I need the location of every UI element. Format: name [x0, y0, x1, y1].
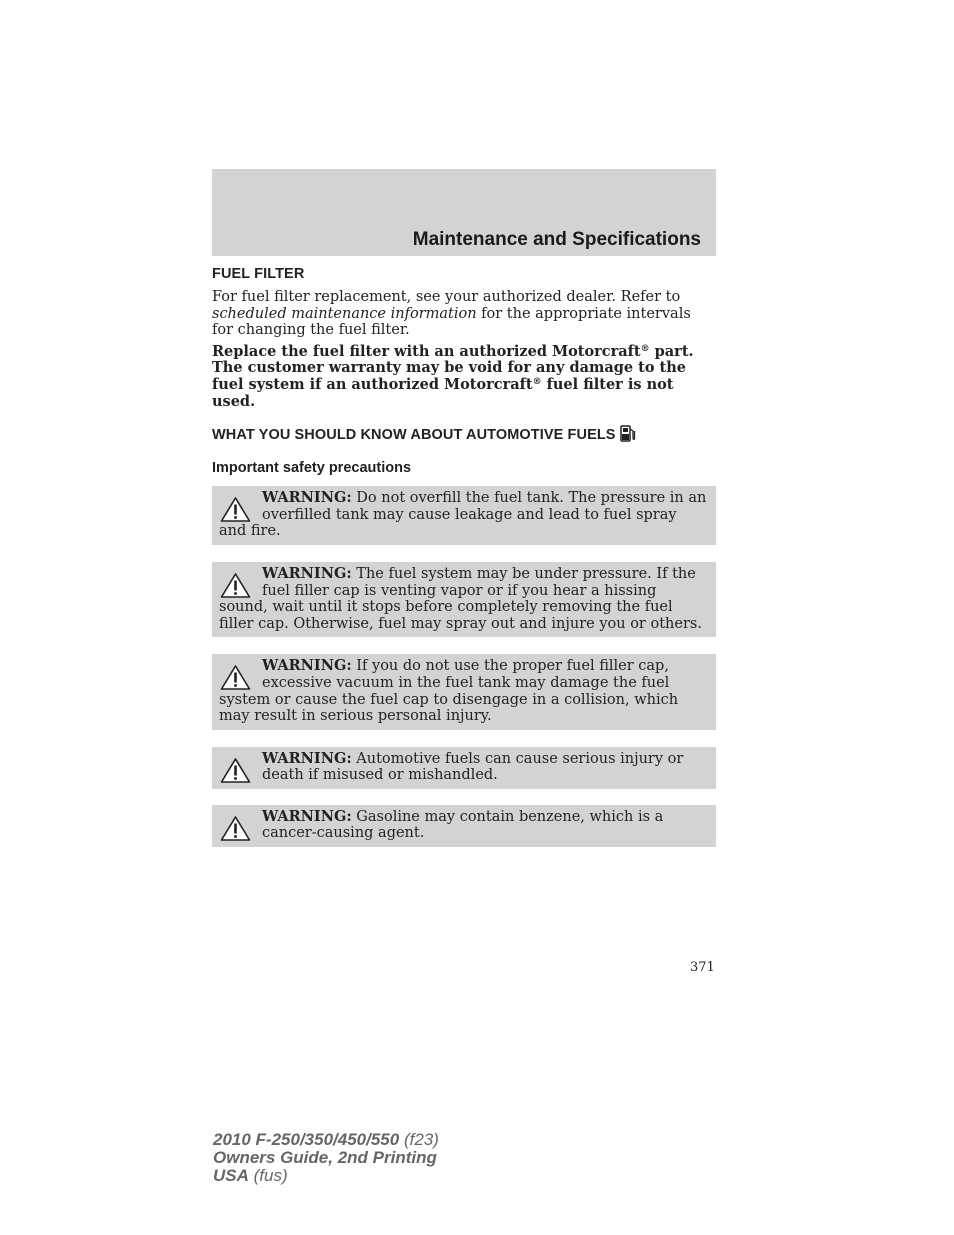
footer-model-line [213, 1131, 439, 1149]
automotive-fuels-heading-text: WHAT YOU SHOULD KNOW ABOUT AUTOMOTIVE FUELS [212, 427, 616, 444]
warning-box [212, 805, 716, 847]
registered-mark: ® [532, 376, 542, 387]
motorcraft-notice [212, 344, 716, 410]
warning-text: Do not overfill the fuel tank. The pressure in an overfilled tank may cause leakage and lead to fuel spray and fire. [219, 490, 707, 540]
warning-label: WARNING: [262, 657, 352, 675]
page-content [212, 266, 716, 847]
warning-text: Gasoline may contain benzene, which is a cancer-causing agent. [262, 808, 664, 842]
warning-label: WARNING: [262, 749, 352, 767]
footer-market-code: (fus) [248, 1166, 288, 1185]
warning-label: WARNING: [262, 489, 352, 507]
scheduled-maintenance-reference: scheduled maintenance information [212, 305, 477, 322]
fuel-filter-paragraph [212, 289, 716, 339]
warning-triangle-icon [220, 496, 251, 523]
section-title: Maintenance and Specifications [412, 229, 701, 250]
warning-box [212, 747, 716, 789]
warning-text: Automotive fuels can cause serious injury or death if misused or mishandled. [262, 750, 684, 784]
warning-triangle-icon [220, 815, 251, 842]
warning-label: WARNING: [262, 807, 352, 825]
automotive-fuels-heading [212, 425, 716, 446]
section-header-band [212, 169, 716, 256]
motorcraft-notice-part-3: fuel filter is not used. [212, 375, 674, 410]
footer-model: 2010 F-250/350/450/550 [213, 1130, 400, 1149]
warning-text: The fuel system may be under pressure. If the fuel filler cap is venting vapor or if you hear a hissing sound, wait until it stops before completely removing the fuel filler cap. Otherwise, fuel may spray out and injure you or others. [219, 565, 702, 632]
footer-edition-line: Owners Guide, 2nd Printing [213, 1148, 437, 1167]
warning-triangle-icon [220, 664, 251, 691]
motorcraft-notice-part-2: part. The customer warranty may be void for any damage to the fuel system if an authorized Motorcraft [212, 342, 694, 393]
motorcraft-notice-part-1: Replace the fuel filter with an authorized Motorcraft [212, 342, 641, 360]
warning-text: If you do not use the proper fuel filler cap, excessive vacuum in the fuel tank may damage the fuel system or cause the fuel cap to disengage in a collision, which may result in serious personal injury. [219, 658, 679, 725]
document-footer [213, 1131, 439, 1185]
fuel-pump-icon [620, 425, 636, 446]
footer-market: USA [213, 1166, 249, 1185]
warning-triangle-icon [220, 757, 251, 784]
fuel-filter-heading: FUEL FILTER [212, 266, 305, 282]
registered-mark: ® [640, 343, 650, 354]
warning-label: WARNING: [262, 564, 352, 582]
warning-triangle-icon [220, 572, 251, 599]
warning-box [212, 654, 716, 729]
fuel-filter-text-b: for the appropriate intervals for changing the fuel filter. [212, 305, 691, 339]
safety-precautions-subheading: Important safety precautions [212, 460, 412, 477]
fuel-filter-text-a: For fuel filter replacement, see your authorized dealer. Refer to [212, 289, 681, 305]
page-number: 371 [690, 960, 715, 975]
warning-box [212, 486, 716, 545]
footer-model-code: (f23) [399, 1130, 439, 1149]
warning-box [212, 562, 716, 637]
footer-market-line [213, 1167, 439, 1185]
